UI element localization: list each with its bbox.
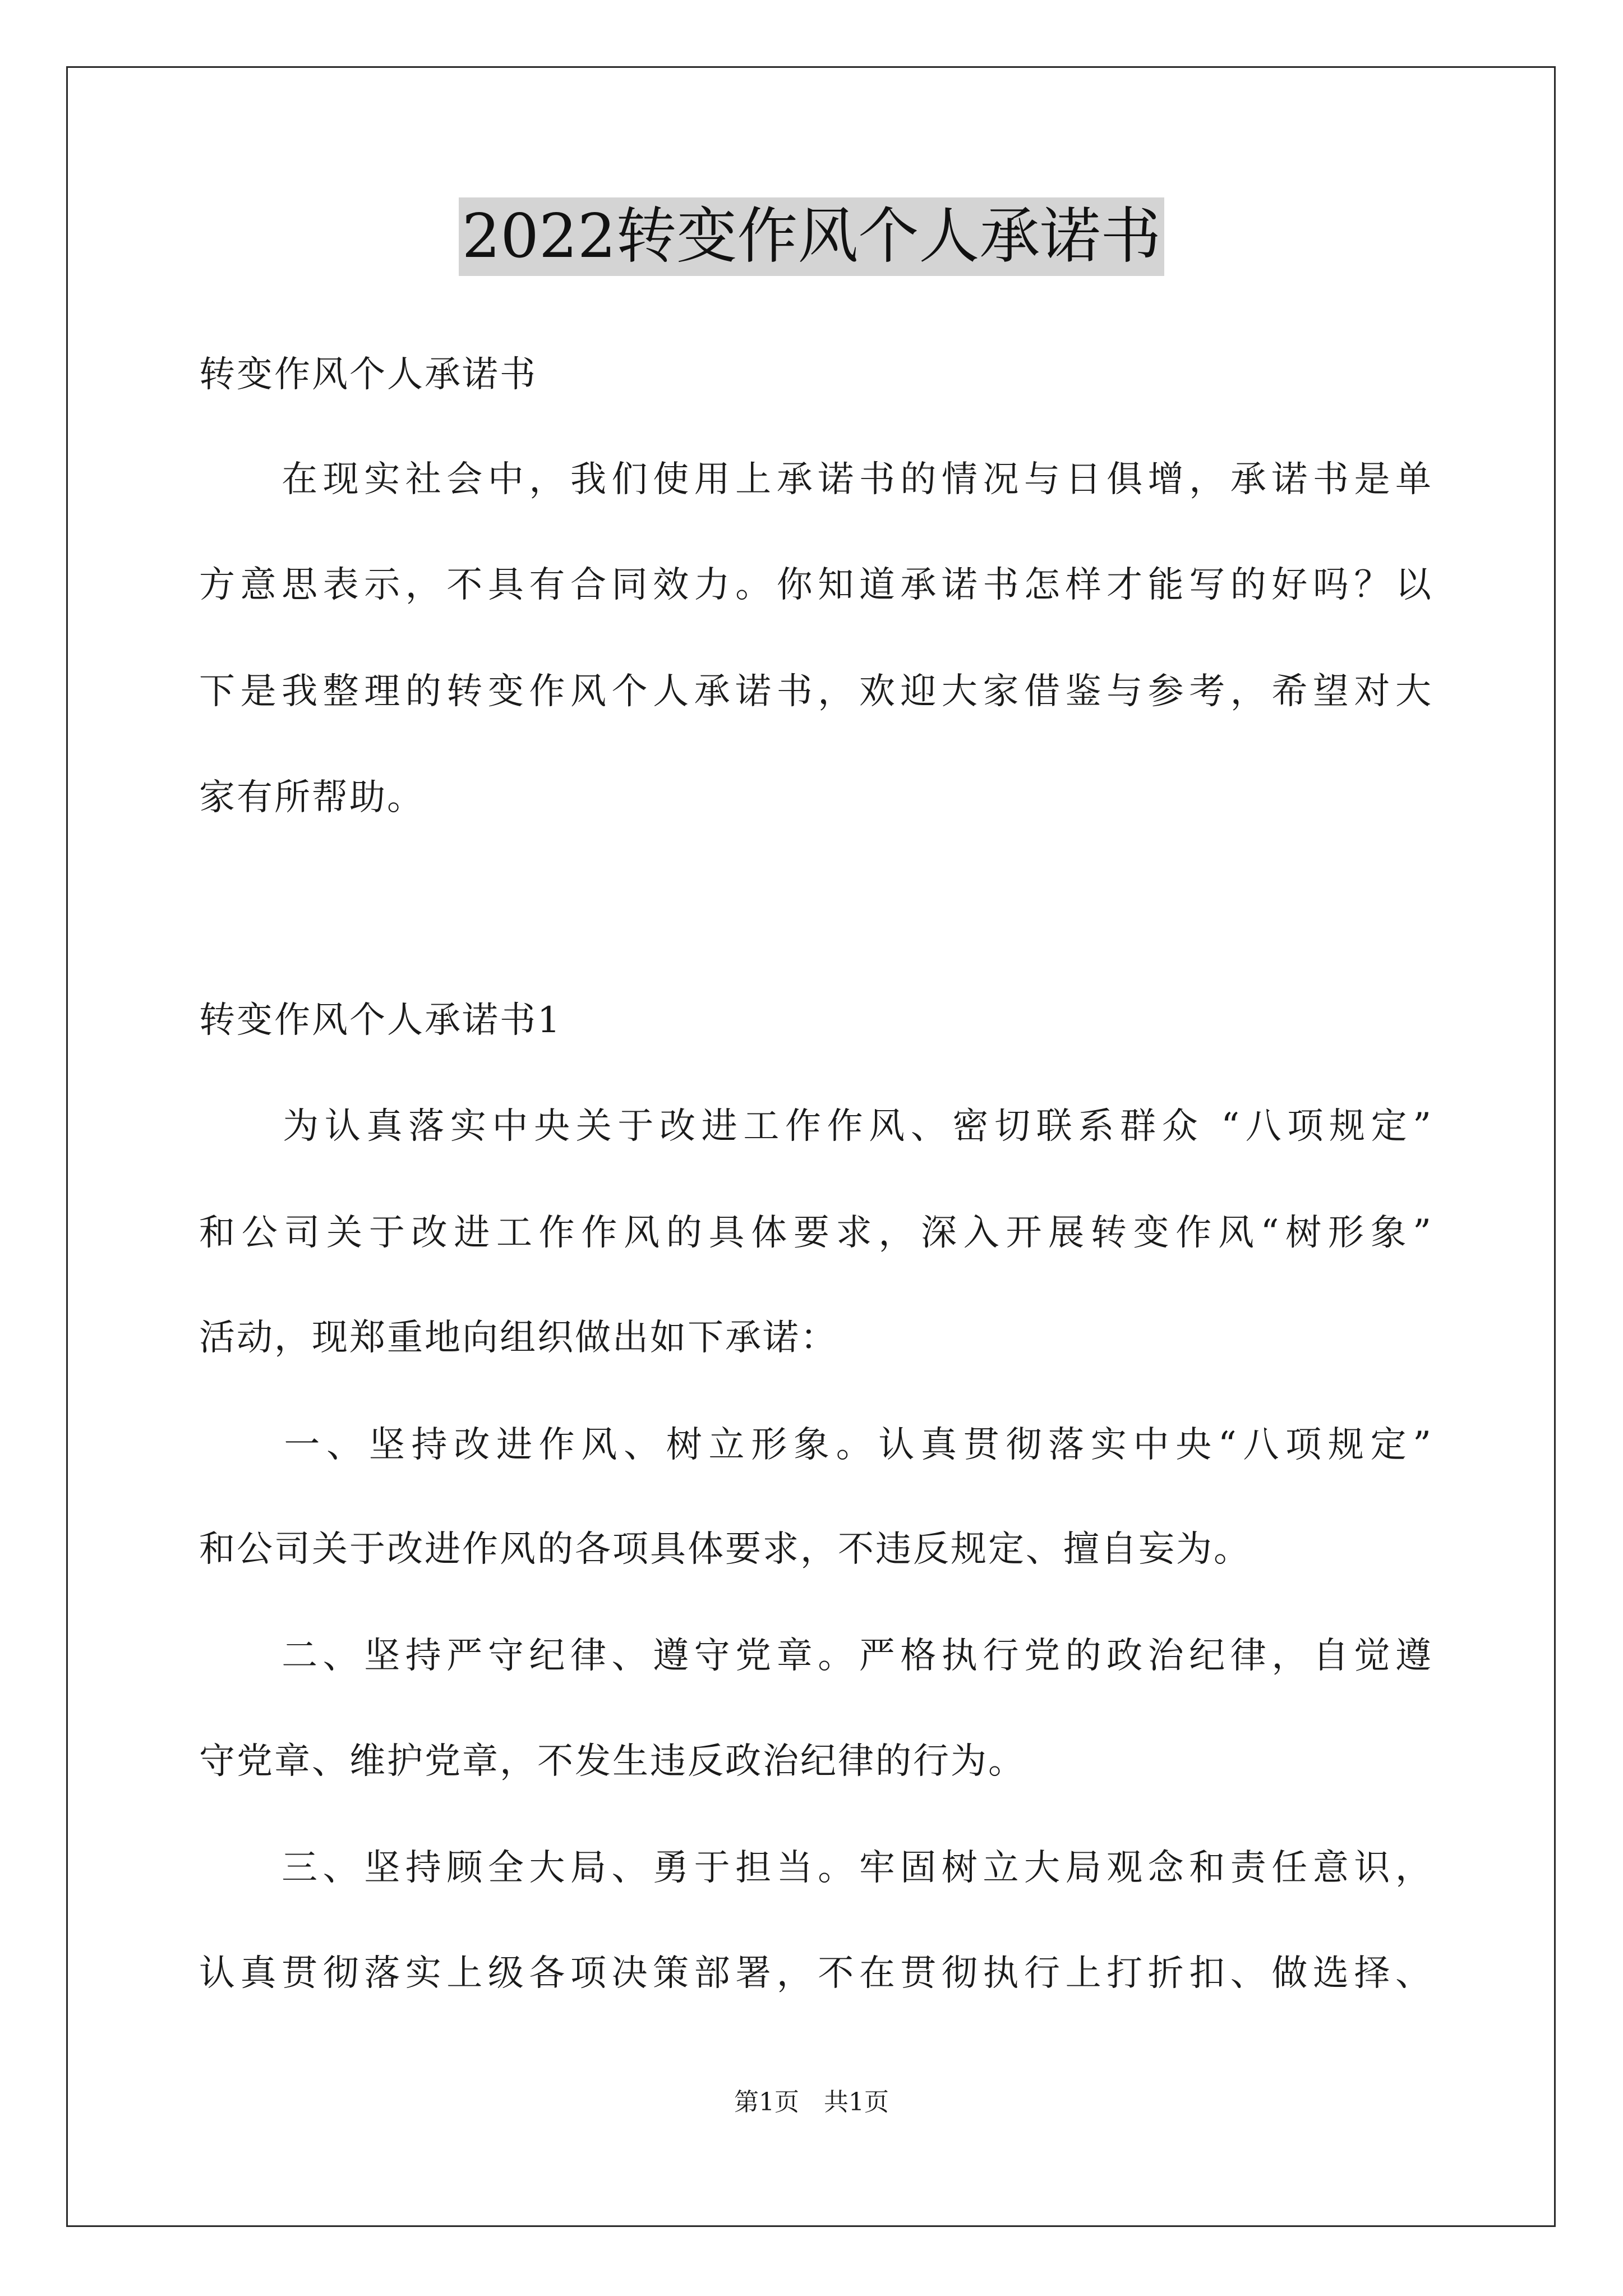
body-line: 为认真落实中央关于改进工作作风、密切联系群众 “八项规定” [199, 1106, 1433, 1147]
body-line: 和公司关于改进工作作风的具体要求，深入开展转变作风“树形象” [199, 1212, 1433, 1254]
body-line: 一、坚持改进作风、树立形象。认真贯彻落实中央“八项规定” [199, 1424, 1433, 1466]
body-line: 活动，现郑重地向组织做出如下承诺： [199, 1317, 838, 1359]
page-number: 第1页 共1页 [734, 2088, 889, 2116]
body-line: 认真贯彻落实上级各项决策部署，不在贯彻执行上打折扣、做选择、 [199, 1953, 1433, 1994]
page-footer [0, 2087, 1623, 2118]
intro-line: 家有所帮助。 [199, 777, 425, 818]
intro-line: 下是我整理的转变作风个人承诺书，欢迎大家借鉴与参考，希望对大 [199, 671, 1433, 712]
body-line: 和公司关于改进作风的各项具体要求，不违反规定、擅自妄为。 [199, 1529, 1251, 1570]
body-line: 二、坚持严守纪律、遵守党章。严格执行党的政治纪律，自觉遵 [199, 1635, 1433, 1677]
intro-line: 方意思表示，不具有合同效力。你知道承诺书怎样才能写的好吗？以 [199, 564, 1433, 606]
title-container [0, 197, 1623, 276]
section-heading: 转变作风个人承诺书1 [199, 1000, 562, 1041]
document-title: 2022转变作风个人承诺书 [459, 197, 1165, 276]
document-subtitle: 转变作风个人承诺书 [199, 354, 537, 395]
body-line: 三、坚持顾全大局、勇于担当。牢固树立大局观念和责任意识， [199, 1847, 1433, 1889]
body-line: 守党章、维护党章，不发生违反政治纪律的行为。 [199, 1741, 1026, 1782]
intro-line: 在现实社会中，我们使用上承诺书的情况与日俱增，承诺书是单 [199, 459, 1433, 500]
